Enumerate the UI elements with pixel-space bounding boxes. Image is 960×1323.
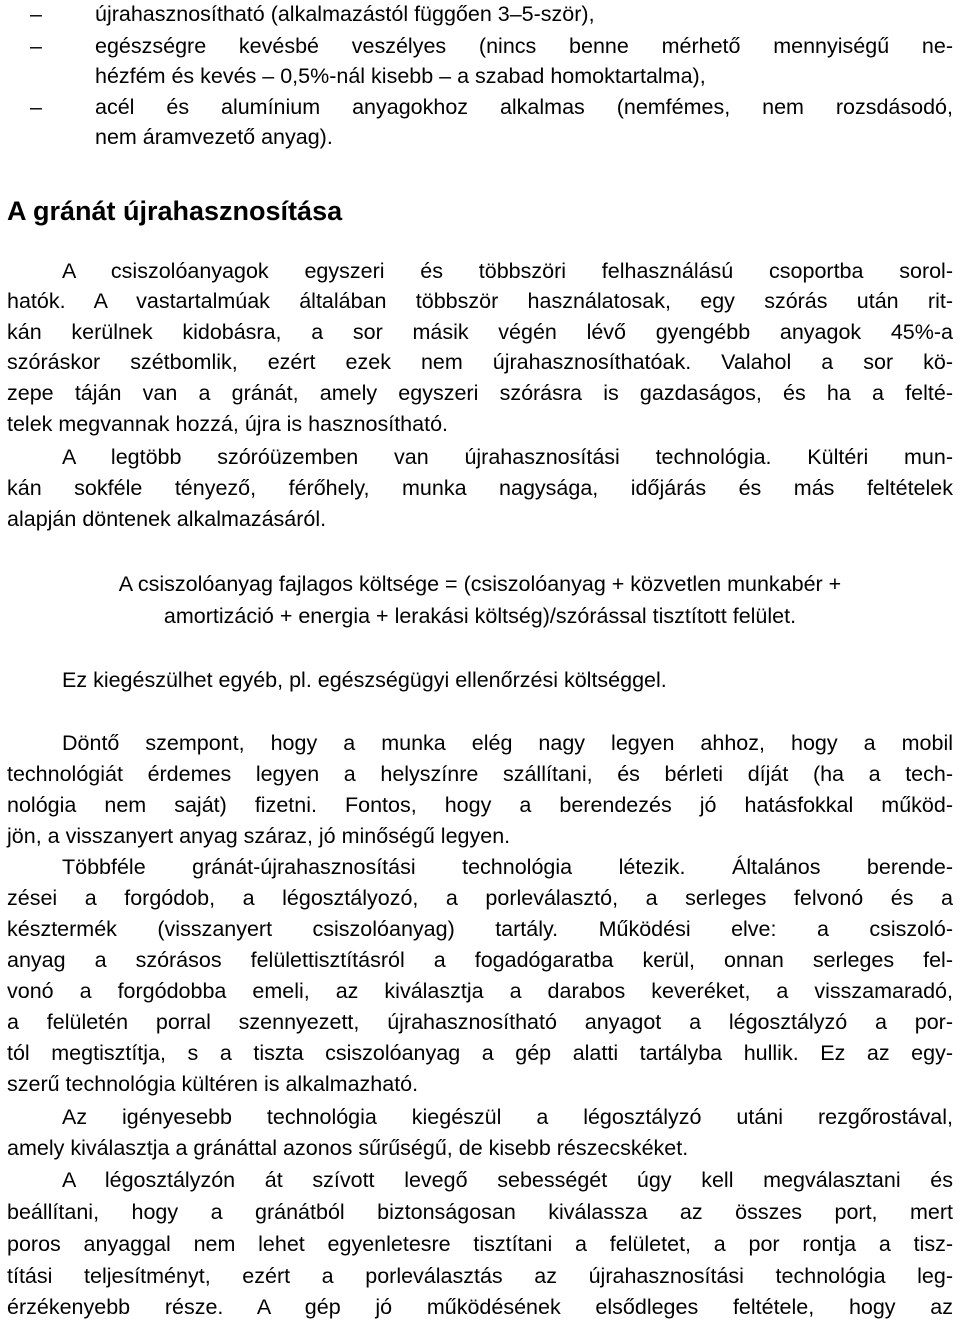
paragraph-line: alapján döntenek alkalmazásáról. <box>7 507 327 531</box>
paragraph-line: Többféle gránát-újrahasznosítási technológia létezik. Általános berende- <box>62 855 953 879</box>
paragraph-line: títási teljesítményt, ezért a porleválasztás az újrahasznosítási technológia leg- <box>7 1264 953 1288</box>
bullet-item-2-line-1: egészségre kevésbé veszélyes (nincs benne mérhető mennyiségű ne- <box>95 34 953 58</box>
bullet-item-3-line-1: acél és alumínium anyagokhoz alkalmas (nemfémes, nem rozsdásodó, <box>95 95 953 119</box>
paragraph-line: kán kerülnek kidobásra, a sor másik végén lévő gyengébb anyagok 45%-a <box>7 320 953 344</box>
paragraph-line: A csiszolóanyagok egyszeri és többszöri felhasználású csoportba sorol- <box>62 259 953 283</box>
paragraph-line: kán sokféle tényező, férőhely, munka nagysága, időjárás és más feltételek <box>7 476 953 500</box>
paragraph-line: szóráskor szétbomlik, ezért ezek nem újrahasznosíthatóak. Valahol a sor kö- <box>7 350 953 374</box>
paragraph-line: beállítani, hogy a gránátból biztonságosan kiválassza az összes port, mert <box>7 1200 953 1224</box>
paragraph-line: vonó a forgódobba emeli, az kiválasztja a darabos keveréket, a visszamaradó, <box>7 979 953 1003</box>
paragraph-line: jön, a visszanyert anyag száraz, jó minőségű legyen. <box>7 824 511 848</box>
note-line: Ez kiegészülhet egyéb, pl. egészségügyi ellenőrzési költséggel. <box>62 668 667 692</box>
formula-line: A csiszolóanyag fajlagos költsége = (csiszolóanyag + közvetlen munkabér + <box>118 572 842 596</box>
paragraph-line: zései a forgódob, a légosztályozó, a porleválasztó, a serleges felvonó és a <box>7 886 953 910</box>
bullet-item-2-line-2: hézfém és kevés – 0,5%-nál kisebb – a szabad homoktartalma), <box>95 64 706 88</box>
bullet-dash: – <box>30 2 42 26</box>
paragraph-line: poros anyaggal nem lehet egyenletesre tisztítani a felületet, a por rontja a tisz- <box>7 1232 953 1256</box>
formula-line: amortizáció + energia + lerakási költség)/szórással tisztított felület. <box>163 604 797 628</box>
bullet-item-3-line-2: nem áramvezető anyag). <box>95 125 333 149</box>
paragraph-line: a felületén porral szennyezett, újrahasznosítható anyagot a légosztályzó a por- <box>7 1010 953 1034</box>
paragraph-line: anyag a szórásos felülettisztításról a fogadógaratba kerül, onnan serleges fel- <box>7 948 953 972</box>
paragraph-line: telek megvannak hozzá, újra is hasznosítható. <box>7 412 449 436</box>
bullet-item-1-line-1: újrahasznosítható (alkalmazástól függően 3–5-ször), <box>95 2 595 26</box>
paragraph-line: A legtöbb szóróüzemben van újrahasznosítási technológia. Kültéri mun- <box>62 445 953 469</box>
paragraph-line: A légosztályzón át szívott levegő sebességét úgy kell megválasztani és <box>62 1168 953 1192</box>
paragraph-line: tól megtisztítja, s a tiszta csiszolóanyag a gép alatti tartályba hullik. Ez az egy- <box>7 1041 953 1065</box>
paragraph-line: szerű technológia kültéren is alkalmazható. <box>7 1072 419 1096</box>
paragraph-line: nológia nem saját) fizetni. Fontos, hogy a berendezés jó hatásfokkal működ- <box>7 793 953 817</box>
paragraph-line: Az igényesebb technológia kiegészül a légosztályzó utáni rezgőrostával, <box>62 1105 953 1129</box>
paragraph-line: késztermék (visszanyert csiszolóanyag) tartály. Működési elve: a csiszoló- <box>7 917 953 941</box>
paragraph-line: Döntő szempont, hogy a munka elég nagy legyen ahhoz, hogy a mobil <box>62 731 953 755</box>
paragraph-line: amely kiválasztja a gránáttal azonos sűrűségű, de kisebb részecskéket. <box>7 1136 689 1160</box>
bullet-dash: – <box>30 95 42 119</box>
paragraph-line: érzékenyebb része. A gép jó működésének elsődleges feltétele, hogy az <box>7 1295 953 1319</box>
paragraph-line: zepe táján van a gránát, amely egyszeri szórásra is gazdaságos, és ha a felté- <box>7 381 953 405</box>
section-heading: A gránát újrahasznosítása <box>7 196 343 226</box>
paragraph-line: hatók. A vastartalmúak általában többször használatosak, egy szórás után rit- <box>7 289 953 313</box>
bullet-dash: – <box>30 34 42 58</box>
paragraph-line: technológiát érdemes legyen a helyszínre szállítani, és bérleti díját (ha a tech- <box>7 762 953 786</box>
